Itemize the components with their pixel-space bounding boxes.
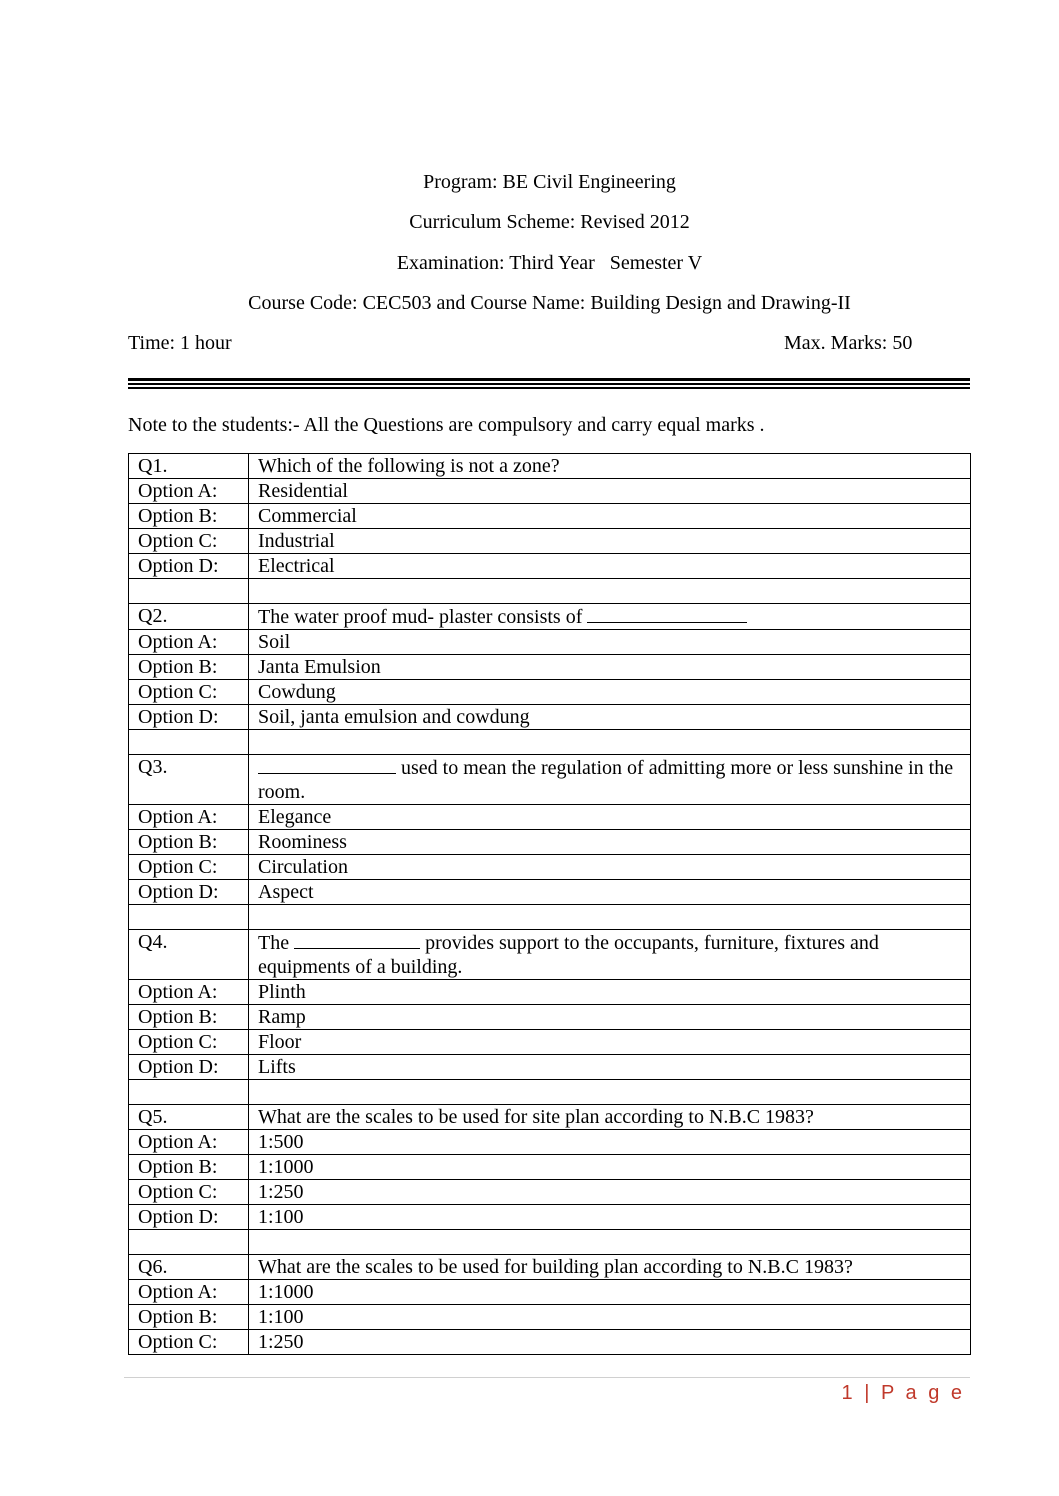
option-row	[129, 830, 971, 855]
option-text: Commercial	[249, 504, 971, 529]
option-text: Ramp	[249, 1005, 971, 1030]
option-label: Option B:	[129, 1155, 249, 1180]
question-row	[129, 1255, 971, 1280]
option-text: 1:100	[249, 1305, 971, 1330]
question-number: Q6.	[129, 1255, 249, 1280]
option-label: Option C:	[129, 680, 249, 705]
option-row	[129, 504, 971, 529]
spacer-row	[129, 579, 971, 604]
option-label: Option A:	[129, 980, 249, 1005]
footer-divider	[124, 1377, 970, 1378]
questions-table	[128, 453, 971, 1355]
option-text: Lifts	[249, 1055, 971, 1080]
option-row	[129, 1030, 971, 1055]
page-number: 1 | P a g e	[841, 1382, 965, 1404]
examination-heading: Examination: Third Year Semester V	[396, 252, 703, 274]
spacer-row	[129, 1080, 971, 1105]
option-text: Industrial	[249, 529, 971, 554]
option-text: 1:250	[249, 1180, 971, 1205]
option-label: Option B:	[129, 504, 249, 529]
answer-blank	[258, 755, 396, 774]
option-label: Option A:	[129, 479, 249, 504]
option-text: Aspect	[249, 880, 971, 905]
header-divider	[128, 387, 970, 389]
option-label: Option C:	[129, 855, 249, 880]
option-label: Option D:	[129, 1205, 249, 1230]
student-note: Note to the students:- All the Questions are compulsory and carry equal marks .	[128, 414, 765, 436]
option-row	[129, 1305, 971, 1330]
course-heading: Course Code: CEC503 and Course Name: Building Design and Drawing-II	[248, 292, 851, 314]
option-text: Electrical	[249, 554, 971, 579]
option-text: Soil, janta emulsion and cowdung	[249, 705, 971, 730]
question-text: What are the scales to be used for building plan according to N.B.C 1983?	[249, 1255, 971, 1280]
option-row	[129, 1055, 971, 1080]
program-heading: Program: BE Civil Engineering	[423, 171, 676, 193]
question-row	[129, 604, 971, 630]
option-text: 1:1000	[249, 1280, 971, 1305]
option-row	[129, 1330, 971, 1355]
option-row	[129, 1205, 971, 1230]
option-text: 1:500	[249, 1130, 971, 1155]
option-label: Option C:	[129, 1030, 249, 1055]
option-text: 1:1000	[249, 1155, 971, 1180]
option-label: Option D:	[129, 880, 249, 905]
answer-blank	[294, 930, 420, 949]
option-text: Elegance	[249, 805, 971, 830]
question-text: used to mean the regulation of admitting more or less sunshine in the room.	[249, 755, 971, 805]
option-row	[129, 1005, 971, 1030]
option-row	[129, 529, 971, 554]
option-text: Soil	[249, 630, 971, 655]
option-label: Option A:	[129, 1280, 249, 1305]
option-label: Option B:	[129, 655, 249, 680]
question-number: Q4.	[129, 930, 249, 980]
option-text: Janta Emulsion	[249, 655, 971, 680]
option-label: Option D:	[129, 705, 249, 730]
question-number: Q3.	[129, 755, 249, 805]
option-row	[129, 1130, 971, 1155]
option-text: Residential	[249, 479, 971, 504]
answer-blank	[587, 604, 747, 623]
option-text: Roominess	[249, 830, 971, 855]
spacer-row	[129, 905, 971, 930]
option-row	[129, 655, 971, 680]
option-label: Option A:	[129, 630, 249, 655]
option-label: Option A:	[129, 1130, 249, 1155]
option-label: Option A:	[129, 805, 249, 830]
option-row	[129, 705, 971, 730]
spacer-row	[129, 730, 971, 755]
question-row	[129, 755, 971, 805]
option-label: Option C:	[129, 1330, 249, 1355]
option-row	[129, 680, 971, 705]
option-label: Option B:	[129, 1005, 249, 1030]
question-row	[129, 930, 971, 980]
option-label: Option D:	[129, 554, 249, 579]
option-label: Option D:	[129, 1055, 249, 1080]
question-row	[129, 454, 971, 479]
option-label: Option B:	[129, 830, 249, 855]
question-number: Q2.	[129, 604, 249, 630]
exam-time: Time: 1 hour	[128, 332, 232, 354]
question-number: Q5.	[129, 1105, 249, 1130]
question-row	[129, 1105, 971, 1130]
option-label: Option C:	[129, 529, 249, 554]
option-row	[129, 880, 971, 905]
option-text: 1:250	[249, 1330, 971, 1355]
header-divider	[128, 378, 970, 381]
option-text: Cowdung	[249, 680, 971, 705]
option-label: Option B:	[129, 1305, 249, 1330]
option-label: Option C:	[129, 1180, 249, 1205]
option-row	[129, 479, 971, 504]
option-row	[129, 855, 971, 880]
spacer-row	[129, 1230, 971, 1255]
question-text: What are the scales to be used for site plan according to N.B.C 1983?	[249, 1105, 971, 1130]
option-row	[129, 805, 971, 830]
curriculum-scheme-heading: Curriculum Scheme: Revised 2012	[409, 211, 690, 233]
option-text: Circulation	[249, 855, 971, 880]
option-text: Floor	[249, 1030, 971, 1055]
header-divider	[128, 383, 970, 385]
option-row	[129, 630, 971, 655]
option-row	[129, 1280, 971, 1305]
option-text: Plinth	[249, 980, 971, 1005]
option-row	[129, 1180, 971, 1205]
question-number: Q1.	[129, 454, 249, 479]
option-text: 1:100	[249, 1205, 971, 1230]
question-text: The provides support to the occupants, furniture, fixtures and equipments of a building.	[249, 930, 971, 980]
option-row	[129, 554, 971, 579]
question-text: Which of the following is not a zone?	[249, 454, 971, 479]
option-row	[129, 1155, 971, 1180]
question-text: The water proof mud- plaster consists of	[249, 604, 971, 630]
option-row	[129, 980, 971, 1005]
max-marks: Max. Marks: 50	[784, 332, 913, 354]
